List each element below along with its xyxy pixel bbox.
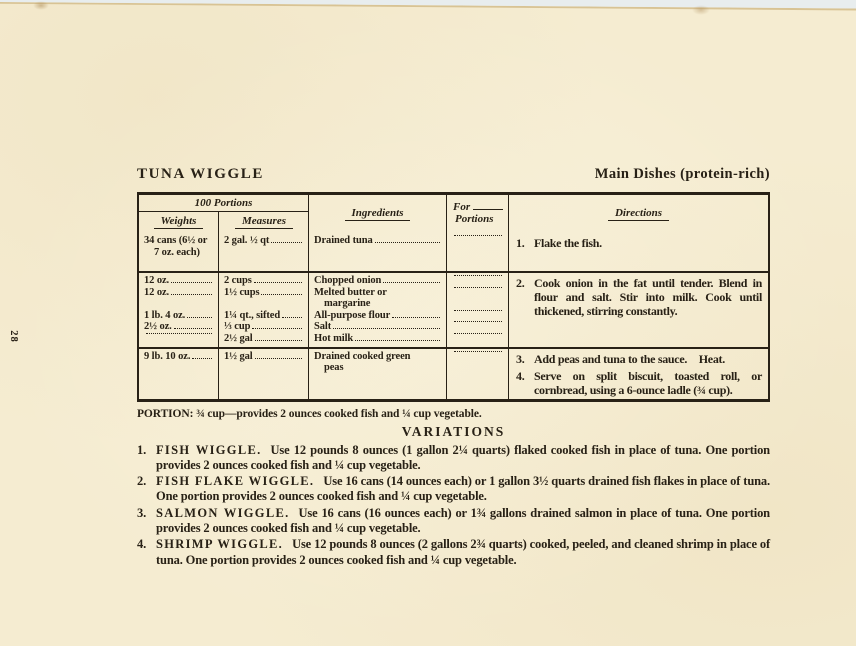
dotted-leader: [454, 351, 502, 352]
dotted-leader: [454, 287, 502, 288]
directions-cell: 3. Add peas and tuna to the sauce. Heat. 4. Serve on split biscuit, toasted roll, or cornbread, using a 6-ounce ladle (¾ cup).: [516, 351, 762, 397]
dotted-leader: [454, 321, 502, 322]
weights-cell: 12 oz. 12 oz. 1 lb. 4 oz. 2½ oz.: [139, 273, 219, 347]
dotted-leader: [252, 328, 302, 329]
variation-name: FISH FLAKE WIGGLE.: [156, 474, 315, 489]
variation-item: 2. FISH FLAKE WIGGLE. Use 16 cans (14 ounces each) or 1 gallon 3½ quarts drained fish flakes in place of tuna. One portion provides 2 ounces cooked fish and ¼ cup vegetable.: [137, 474, 770, 504]
ingredients-cell: Drained tuna: [309, 233, 447, 271]
dotted-leader: [282, 317, 302, 318]
for-portions-cell: [447, 349, 509, 399]
weights-cell: 34 cans (6½ or 7 oz. each): [139, 233, 219, 271]
weights-cell: 9 lb. 10 oz.: [139, 349, 219, 399]
dotted-leader: [383, 282, 440, 283]
dotted-leader: [454, 333, 502, 334]
dotted-leader: [392, 317, 440, 318]
dotted-leader: [375, 242, 440, 243]
for-portions-cell: [447, 233, 509, 271]
dotted-leader: [255, 358, 302, 359]
ingredients-cell: Drained cooked green peas: [309, 349, 447, 399]
dotted-leader: [454, 310, 502, 311]
fill-in-blank-line: [473, 209, 503, 210]
variation-name: SALMON WIGGLE.: [156, 505, 290, 520]
for-portions-cell: [447, 273, 509, 347]
header-subrow: [139, 212, 309, 233]
recipe-table: [137, 192, 770, 402]
dotted-leader: [261, 294, 302, 295]
header-100-portions: 100 Portions: [139, 195, 309, 212]
dotted-leader: [271, 242, 302, 243]
table-header: [139, 195, 768, 233]
portion-note: PORTION: ¾ cup—provides 2 ounces cooked fish and ¼ cup vegetable.: [137, 407, 482, 420]
dotted-leader: [187, 317, 212, 318]
variation-name: FISH WIGGLE.: [156, 442, 262, 457]
dotted-leader: [192, 358, 212, 359]
variation-name: SHRIMP WIGGLE.: [156, 537, 284, 552]
dotted-leader: [454, 235, 502, 236]
section-heading: Main Dishes (protein-rich): [594, 166, 770, 182]
dotted-leader: [355, 340, 440, 341]
variations-list: [137, 443, 770, 568]
variations-heading: VARIATIONS: [401, 423, 506, 439]
title-bar: [137, 166, 770, 183]
table-row-sauce: [139, 271, 768, 347]
header-ingredients: Ingredients: [309, 195, 447, 233]
measures-cell: 1½ gal: [219, 349, 309, 399]
header-measures: Measures: [219, 212, 309, 233]
header-weights: Weights: [139, 212, 219, 233]
dotted-leader: [146, 333, 212, 334]
recipe-title: TUNA WIGGLE: [137, 166, 264, 182]
variation-item: 3. SALMON WIGGLE. Use 16 cans (16 ounces each) or 1¾ gallons drained salmon in place of tuna. One portion provides 2 ounces cooked fish and ¼ cup vegetable.: [137, 505, 770, 536]
measures-cell: 2 cups 1½ cups 1¼ qt., sifted ⅓ cup 2½ gal: [219, 273, 309, 347]
header-directions: Directions: [509, 195, 768, 233]
variation-text: Use 12 pounds 8 ounces (2 gallons 2¾ quarts) cooked, peeled, and cleaned shrimp in place of tuna. One portion provides 2 ounces cooked fish and ¼ cup vegetable.: [156, 537, 770, 567]
header-for-word: For: [453, 201, 471, 213]
ingredients-cell: Chopped onion Melted butter or margarine All-purpose flour Salt Hot milk: [309, 273, 447, 347]
page-number: 28: [7, 330, 19, 343]
dotted-leader: [454, 275, 502, 276]
variation-text: Use 16 cans (16 ounces each) or 1¾ gallons drained salmon in place of tuna. One portion provides 2 ounces cooked fish and ¼ cup vegetable.: [156, 505, 770, 536]
variation-item: 4. SHRIMP WIGGLE. Use 12 pounds 8 ounces (2 gallons 2¾ quarts) cooked, peeled, and cleaned shrimp in place of tuna. One portion provides 2 ounces cooked fish and ¼ cup vegetable.: [137, 537, 770, 567]
directions-cell: 1. Flake the fish.: [516, 236, 602, 250]
variation-item: 1. FISH WIGGLE. Use 12 pounds 8 ounces (1 gallon 2¼ quarts) flaked cooked fish in place of tuna. One portion provides 2 ounces cooked fish and ¼ cup vegetable.: [137, 442, 770, 472]
header-portions-word: Portions: [455, 213, 494, 225]
dotted-leader: [171, 282, 212, 283]
header-for-portions: [447, 195, 509, 233]
page-content: [137, 166, 770, 569]
variation-text: Use 12 pounds 8 ounces (1 gallon 2¼ quarts) flaked cooked fish in place of tuna. One portion provides 2 ounces cooked fish and ¼ cup vegetable.: [156, 442, 770, 472]
directions-cell: 2. Cook onion in the fat until tender. Blend in flour and salt. Stir into milk. Cook until thickened, stirring constantly.: [516, 276, 762, 318]
dotted-leader: [174, 328, 212, 329]
dotted-leader: [333, 328, 440, 329]
measures-cell: 2 gal. ½ qt: [219, 233, 309, 271]
table-row-peas: [139, 347, 768, 399]
dotted-leader: [254, 282, 302, 283]
variation-text: Use 16 cans (14 ounces each) or 1 gallon 3½ quarts drained fish flakes in place of tuna. One portion provides 2 ounces cooked fish and ¼ cup vegetable.: [156, 474, 770, 504]
dotted-leader: [255, 340, 302, 341]
dotted-leader: [171, 294, 212, 295]
table-row-tuna: [139, 233, 768, 271]
